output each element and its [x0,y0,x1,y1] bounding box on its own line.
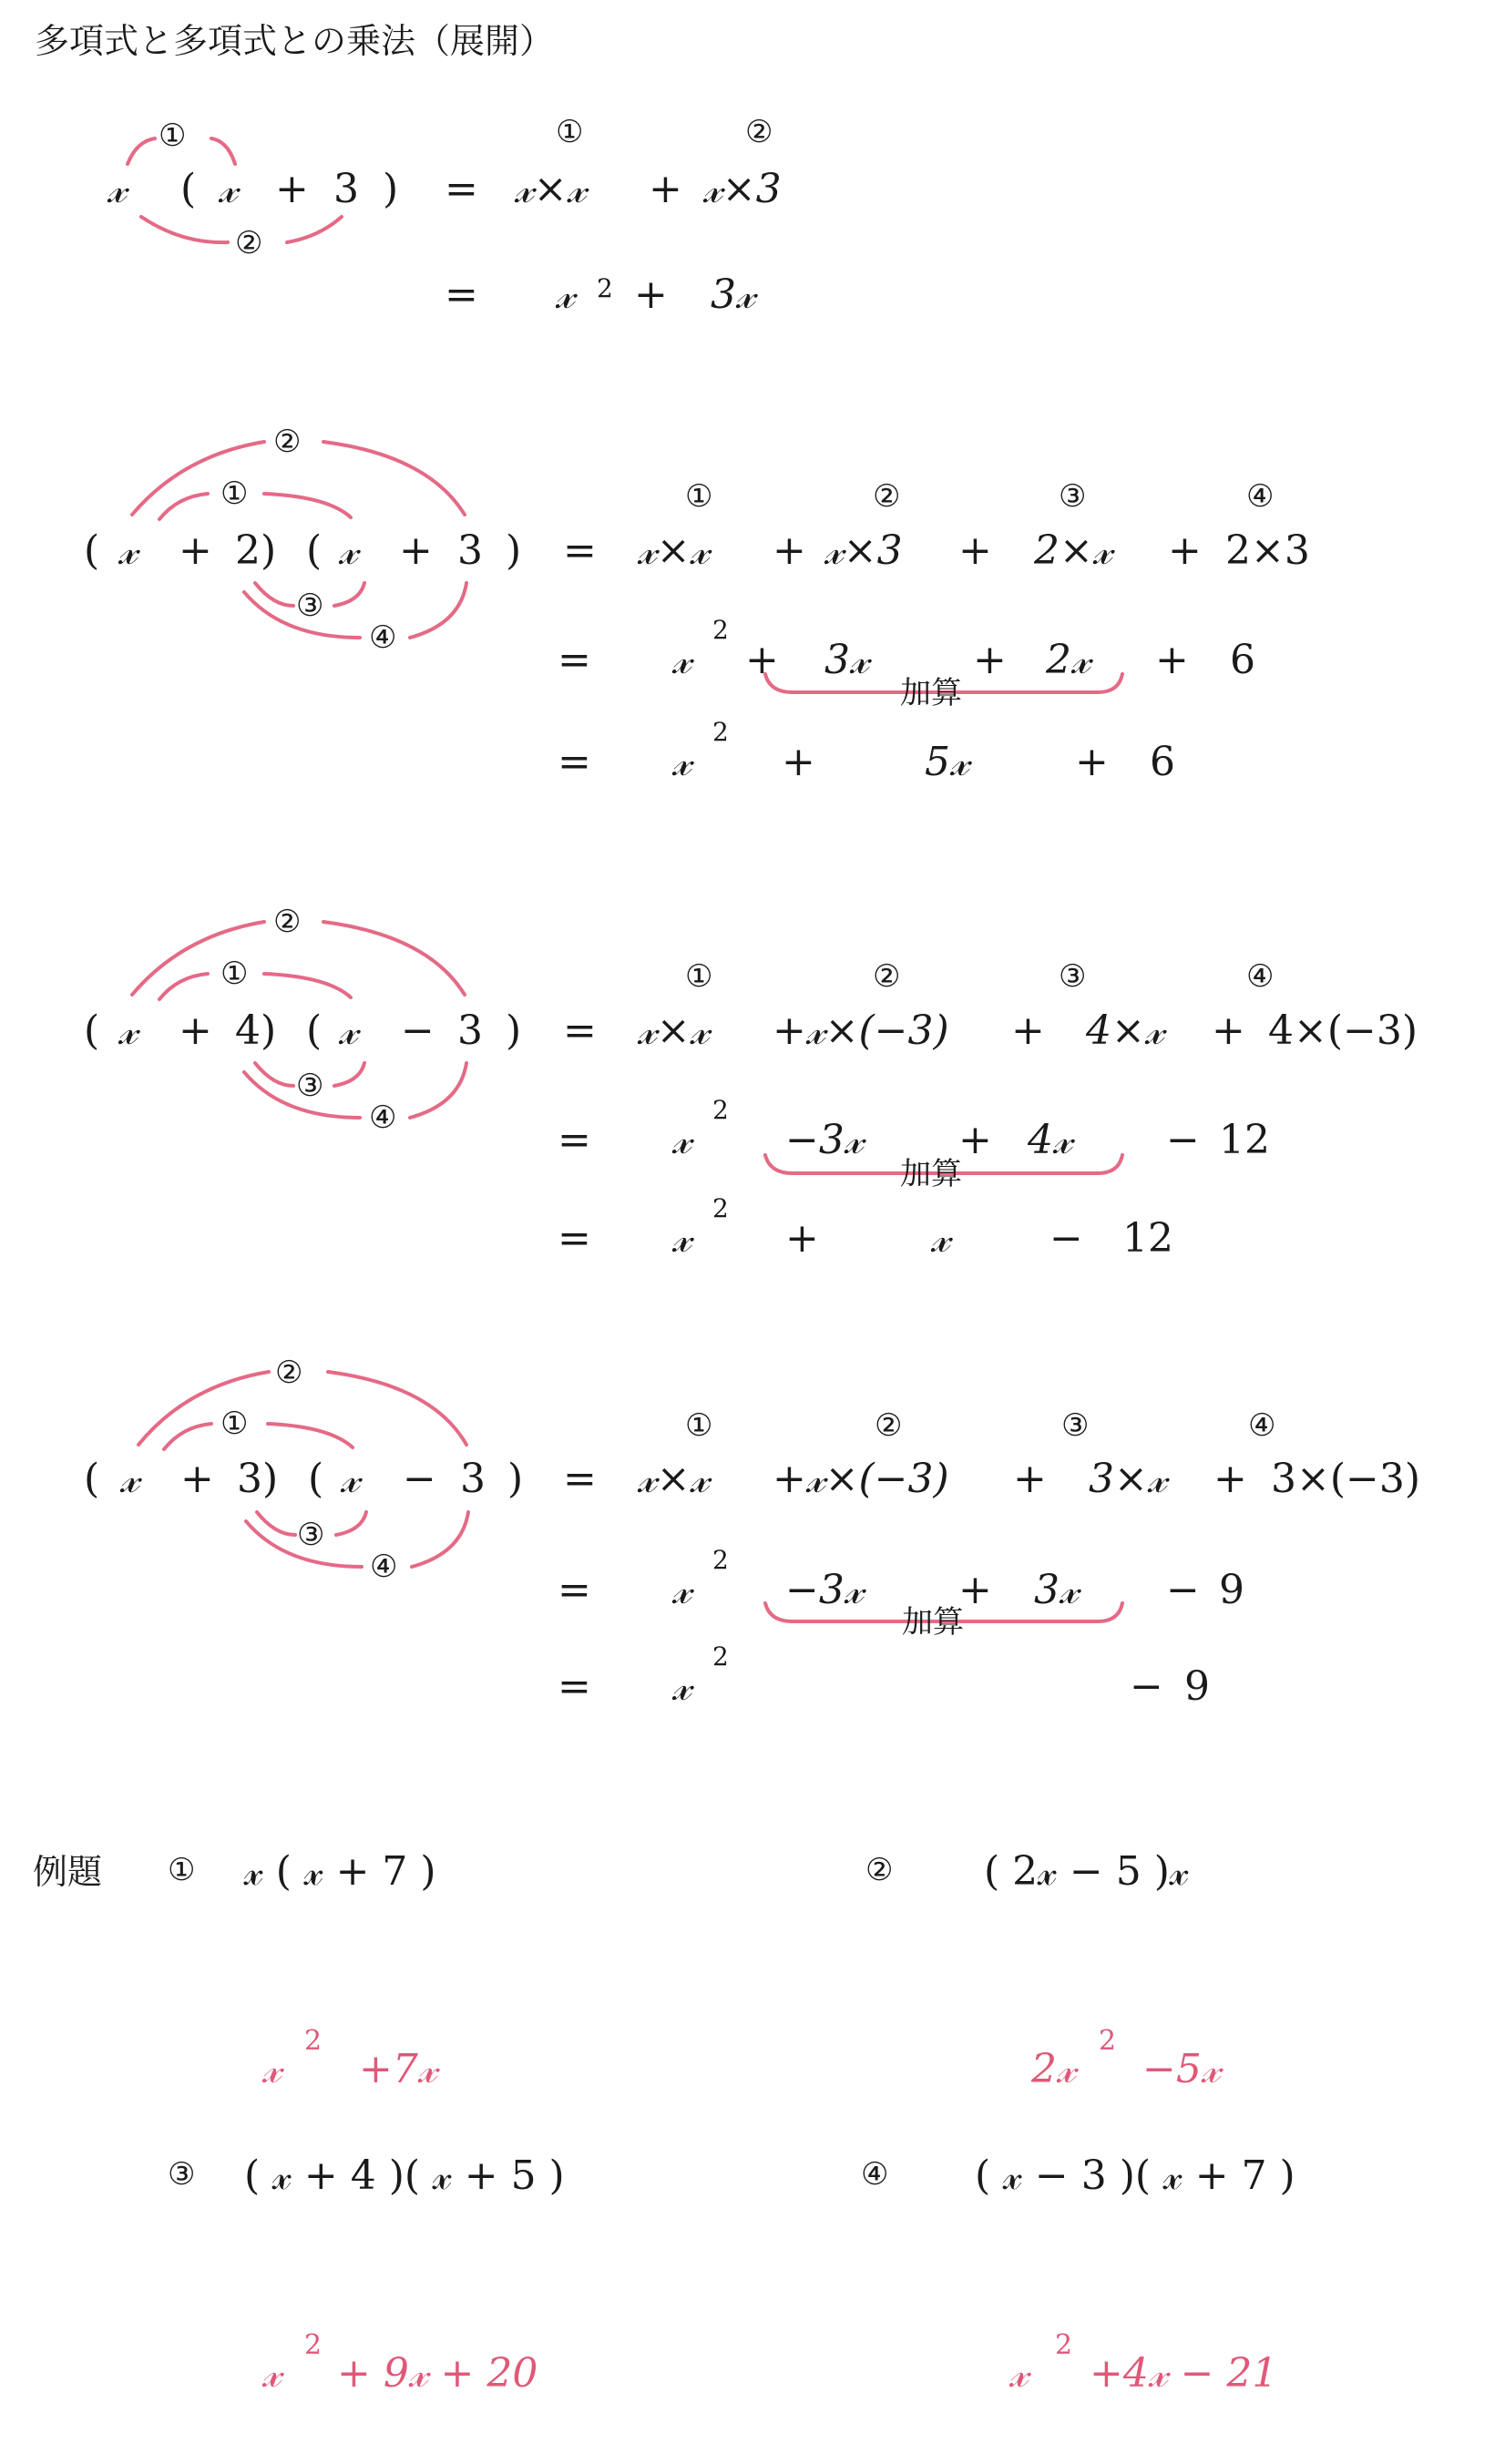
exponent: 2 [597,273,613,303]
marker-3: ③ [296,1068,324,1104]
answer-term: −5𝓍 [1142,2046,1221,2092]
term: = [558,1663,591,1710]
term: + [745,637,779,683]
term: + [1013,1456,1047,1502]
answer-term: +4𝓍 − 21 [1090,2350,1278,2397]
term: 𝓍×𝓍 [638,527,710,574]
term: 2𝓍 [1046,637,1090,683]
kasan-label: 加算 [900,675,962,711]
term: 𝓍 [118,527,138,574]
term: −3𝓍 [785,1117,864,1163]
marker-1: ① [220,1406,249,1442]
term: + [1155,637,1189,683]
marker-2: ② [235,225,263,261]
term: +𝓍×(−3) [773,1456,949,1502]
term: 𝓍 [339,527,358,574]
arc-ex2-1 [159,494,351,519]
term: 3𝓍 [711,271,755,318]
term: 9 [1184,1663,1210,1710]
problem-expr: ( 𝓍 − 3 )( 𝓍 + 7 ) [975,2152,1295,2199]
term: 12 [1122,1215,1173,1262]
term: 𝓍 [219,166,238,212]
term: 𝓍 [118,1007,138,1054]
term: − [1166,1117,1200,1163]
term: 3 [457,1007,483,1054]
marker-1: ① [220,956,249,992]
term: ) [506,1007,522,1054]
term: 4×𝓍 [1086,1007,1164,1054]
answer-term: +7𝓍 [359,2046,437,2092]
marker-2: ② [873,958,901,995]
term: 2×3 [1225,527,1310,574]
term: 3 [333,166,359,212]
term: = [445,166,478,212]
term: + [958,1117,992,1163]
term: 3×(−3) [1271,1456,1421,1502]
marker-1: ① [159,118,187,154]
exponent: 2 [712,717,729,747]
answer-exponent: 2 [1099,2025,1117,2057]
term: 𝓍×𝓍 [638,1456,710,1502]
term: ( [84,527,100,574]
term: 𝓍 [672,1663,691,1710]
term: + [649,166,682,212]
marker-3: ③ [297,1517,325,1553]
term: ( [306,1007,322,1054]
marker-1: ① [685,958,713,995]
term: ) [383,166,399,212]
term: 𝓍 [108,166,127,212]
answer-exponent: 2 [304,2329,322,2361]
marker-4: ④ [1246,958,1275,995]
answer-term: 𝓍 [262,2046,282,2092]
answer-term: + 9𝓍 + 20 [337,2350,538,2397]
term: 𝓍×3 [824,527,903,574]
marker-4: ④ [1246,478,1275,515]
term: + [179,527,212,574]
term: 𝓍 [341,1456,360,1502]
answer-exponent: 2 [304,2025,322,2057]
kasan-label: 加算 [902,1604,964,1641]
problem-expr: ( 2𝓍 − 5 )𝓍 [984,1848,1189,1895]
arc-ex3-1 [159,974,351,999]
marker-1: ① [685,478,713,515]
arc-ex2-4 [244,583,466,638]
term: ( [308,1456,324,1502]
marker-4: ④ [370,1549,398,1585]
term: − [1130,1663,1163,1710]
answer-term: 𝓍 [262,2350,282,2397]
term: 9 [1219,1567,1244,1613]
problem-expr: 𝓍 ( 𝓍 + 7 ) [244,1848,436,1895]
term: 𝓍 [339,1007,358,1054]
answer-term: 2𝓍 [1031,2046,1076,2092]
problem-number: ④ [861,2156,889,2193]
marker-1: ① [685,1407,713,1444]
term: + [782,739,815,785]
term: 3𝓍 [824,637,869,683]
term: ( [84,1007,100,1054]
marker-4: ④ [369,619,397,656]
term: ( [84,1456,100,1502]
problem-number: ② [865,1852,894,1888]
term: = [558,1567,591,1613]
kasan-label: 加算 [900,1156,962,1192]
term: + [180,1456,214,1502]
term: 12 [1219,1117,1270,1163]
marker-4: ④ [1248,1407,1276,1444]
term: + [973,637,1007,683]
term: = [558,1117,591,1163]
marker-3: ③ [1059,478,1087,515]
exponent: 2 [712,1545,729,1575]
problem-expr: ( 𝓍 + 4 )( 𝓍 + 5 ) [244,2152,565,2199]
term: 3𝓍 [1034,1567,1079,1613]
term: 3 [460,1456,486,1502]
exponent: 2 [712,1095,729,1125]
marker-3: ③ [1059,958,1087,995]
term: − [1166,1567,1200,1613]
term: 𝓍 [931,1215,950,1262]
term: 3 [457,527,483,574]
term: 3×𝓍 [1089,1456,1167,1502]
term: 5𝓍 [925,739,969,785]
term: 𝓍 [672,1567,691,1613]
term: + [1011,1007,1045,1054]
marker-3: ③ [1061,1407,1090,1444]
term: 6 [1230,637,1255,683]
term: ( [180,166,197,212]
term: + [1168,527,1202,574]
term: 𝓍 [556,271,575,318]
term: ) [506,527,522,574]
term: −3𝓍 [785,1567,864,1613]
term: + [958,527,992,574]
term: ( [306,527,322,574]
term: = [445,271,478,318]
marker-2: ② [273,424,302,460]
answer-term: 𝓍 [1009,2350,1029,2397]
term: 𝓍 [672,1215,691,1262]
arc-ex4-4 [246,1512,468,1567]
marker-1: ① [220,475,249,512]
arc-ex3-4 [244,1063,466,1118]
marker-4: ④ [369,1099,397,1136]
term: − [403,1456,436,1502]
term: = [563,1456,597,1502]
term: + [1212,1007,1245,1054]
exponent: 2 [712,1193,729,1223]
marker-2: ② [273,904,302,940]
answer-exponent: 2 [1055,2329,1073,2361]
term: 2×𝓍 [1034,527,1112,574]
term: + [634,271,668,318]
marker-2: ② [745,114,773,150]
term: + [275,166,309,212]
term: + [773,527,806,574]
term: = [558,1215,591,1262]
problem-number: ③ [168,2156,196,2193]
term: 𝓍×𝓍 [515,166,587,212]
term: = [558,637,591,683]
term: 4) [235,1007,277,1054]
term: + [785,1215,819,1262]
marker-1: ① [556,114,584,150]
marker-2: ② [275,1355,303,1391]
term: + [958,1567,992,1613]
term: + [1075,739,1109,785]
term: 𝓍 [120,1456,139,1502]
exponent: 2 [712,1641,729,1672]
term: 4×(−3) [1268,1007,1418,1054]
problem-number: ① [168,1852,196,1888]
term: 𝓍×𝓍 [638,1007,710,1054]
arc-ex4-1 [164,1424,353,1449]
term: − [401,1007,435,1054]
marker-2: ② [873,478,901,515]
term: 6 [1150,739,1175,785]
term: 𝓍 [672,1117,691,1163]
term: 𝓍 [672,637,691,683]
term: 𝓍 [672,739,691,785]
term: = [558,739,591,785]
term: +𝓍×(−3) [773,1007,949,1054]
page-title: 多項式と多項式との乗法（展開） [35,21,555,61]
exercise-label: 例題 [33,1852,103,1892]
term: − [1049,1215,1083,1262]
marker-3: ③ [296,588,324,624]
exponent: 2 [712,615,729,645]
term: 2) [235,527,277,574]
term: 3) [237,1456,279,1502]
marker-2: ② [875,1407,903,1444]
term: ) [507,1456,524,1502]
term: = [563,1007,597,1054]
term: 4𝓍 [1028,1117,1072,1163]
term: 𝓍×3 [703,166,782,212]
term: + [399,527,433,574]
term: = [563,527,597,574]
term: + [1213,1456,1247,1502]
term: + [179,1007,212,1054]
